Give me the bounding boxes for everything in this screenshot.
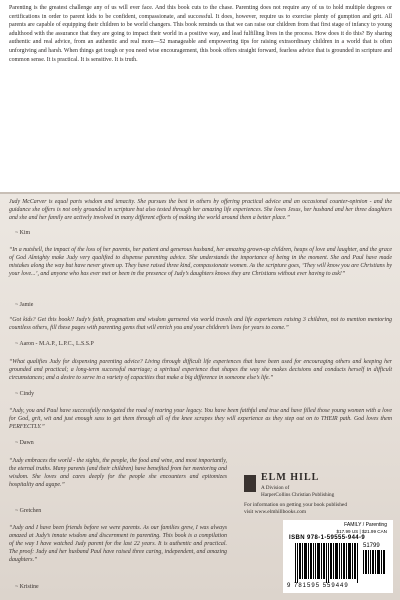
testimonial-gretchen: “Judy embraces the world - the sights, the people, the food and wine, and most importantly, the eternal truths. Many parents (and their children) have benefited from her mentoring and wisdom. She loves and cares deeply for the people she encounters and epitomizes hospitality and agape.”: [9, 458, 227, 489]
testimonial-kim: Judy McCarver is equal parts wisdom and tenacity. She pursues the best in others by offering practical advice and an occasional counter-opinion - and the guidance she offers is not only grounded in scripture but also tested through her amazing life experiences. She loves Jesus, her husband and her three daughters and she and her family are actively involved in many different efforts of making the world around them a better place.”: [9, 199, 392, 222]
publisher-division: A Division of HarperCollins Christian Publishing: [261, 485, 335, 498]
description-panel: [0, 0, 400, 194]
barcode-addon-number: 51799: [363, 543, 380, 549]
testimonial-aaron: “Got kids? Get this book!! Judy’s faith, pragmatism and wisdom garnered via world travels and life experiences raising 3 children, not to mention mentoring countless others, fill these pages with parenting gems that will enrich you and your children’s lives for years to come.”: [9, 317, 392, 332]
testimonial-author: ~ Gretchen: [15, 508, 42, 514]
book-category: FAMILY / Parenting: [344, 522, 387, 528]
testimonial-dawn: “Judy, you and Paul have successfully navigated the road of rearing your legacy. You have been faithful and true and have filled those young women with a love for God, grit, wit and just enough sass to get them through all of the knee scrapes they will experience as they step out on to THEIR path. God loves them PERFECTLY.”: [9, 408, 392, 431]
testimonial-jamie: “In a nutshell, the impact of the loss of her parents, her patient and generous husband, her amazing grown-up children, heaps of love and laughter, and the grace of God Almighty make Judy very qualified to dispense parenting advice. She understands the importance of being in the moment. She and Paul have made mistakes along the way but have never given up. They have raised three kind, compassionate women. As the scripture goes, ‘They will know you are Christians by your love...’, and anyone who has ever met or been in the presence of Judy’s daughters knows they are Christians without ever having to ask!”: [9, 247, 392, 278]
publisher-info: For information on getting your book published visit www.elmhillbooks.com: [244, 502, 348, 515]
book-description: Parenting is the greatest challenge any of us will ever face. And this book cuts to the chase. Parenting does not require any of us to hold multiple degrees or certifications in order to parent kids to be confident, compassionate, and successful. It does, however, require us to exercise plenty of gumption and grit. All parents are capable of equipping their children to be world changers. This book reminds us that we can raise our children from that first stage of infancy to young adulthood with the assurance that they are going to impact their world in a positive way, and lead fulfilling lives in the process. How does it do this? By sharing authentic and real advice, from an authentic and real mom—52 manageable and empowering tips for raising extraordinary children in a world that is often unforgiving and harsh. When things get tough or you need wise encouragement, this book offers straight forward, fearless advice that is grounded in scripture and common sense. It is practical. It is sensitive. It is truth.: [9, 5, 392, 63]
publisher-logo-icon: [244, 475, 256, 492]
testimonial-author: ~ Jamie: [15, 302, 34, 308]
testimonial-author: ~ Aaron - M.A.P., L.P.C., L.S.S.P: [15, 341, 94, 347]
isbn-label: ISBN 978-1-59555-944-9: [289, 535, 366, 541]
testimonial-author: ~ Dawn: [15, 440, 34, 446]
testimonial-author: ~ Cindy: [15, 391, 35, 397]
publisher-name: ELM HILL: [261, 472, 320, 483]
book-price: $17.99 US | $21.99 CAN: [336, 529, 387, 534]
testimonial-author: ~ Kim: [15, 230, 31, 236]
testimonial-cindy: “What qualifies Judy for dispensing parenting advice? Living through difficult life experiences that have been used for encouraging others and keeping her grounded and practical; a long-term successful marriage; a spiritual experience that shapes the way she makes decisions and conducts herself in difficult circumstances; and a desire to serve in a variety of capacities that make a big difference in someone else’s life.”: [9, 359, 392, 382]
barcode-panel: [283, 520, 393, 593]
barcode-icon: [295, 543, 359, 583]
testimonial-author: ~ Kristine: [15, 584, 39, 590]
testimonial-kristine: “Judy and I have been friends before we were parents. As our families grew, I was always amazed at Judy’s innate wisdom and discernment in parenting. This book is a compilation of the way I have watched Judy parent for the last 22 years. It is authentic and practical. The proof: Judy and her husband Paul have raised three caring, independent, and amazing daughters.”: [9, 525, 227, 564]
barcode-digits: 9 781595 559449: [287, 583, 349, 589]
addon-barcode-icon: [363, 550, 385, 574]
